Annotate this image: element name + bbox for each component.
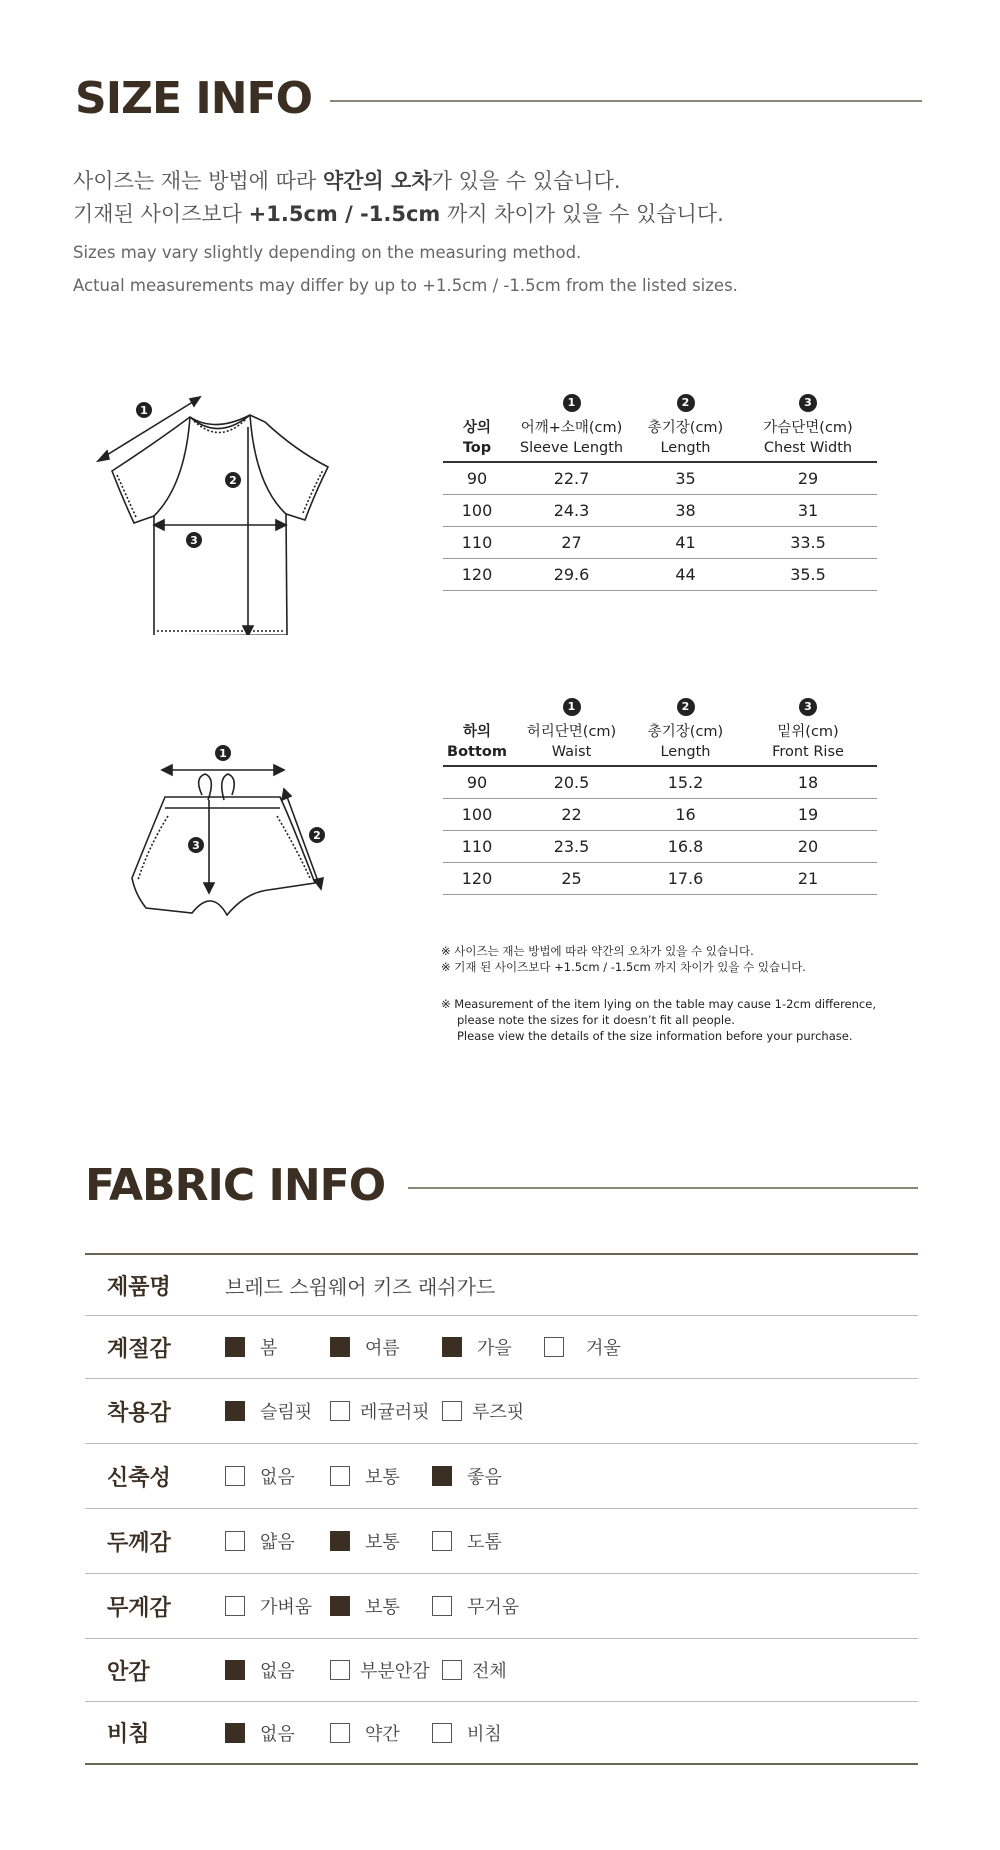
checkbox-checked-icon [225, 1723, 245, 1743]
option-full-lining [442, 1657, 507, 1683]
option-label: 좋음 [467, 1467, 502, 1488]
option-label: 없음 [260, 1661, 295, 1682]
note-en-2: please note the sizes for it doesn’t fit all people. [457, 1013, 735, 1027]
fabric-row-label: 안감 [107, 1659, 150, 1685]
table-cell: 38 [675, 501, 696, 520]
svg-text:1: 1 [219, 747, 227, 760]
option-heavy [432, 1593, 519, 1619]
table-cell: 24.3 [553, 501, 590, 520]
table-cell: 33.5 [790, 533, 826, 552]
option-thin [225, 1528, 330, 1554]
size-note-en-1: Sizes may vary slightly depending on the measuring method. [73, 243, 582, 262]
fabric-info-title: FABRIC INFO [85, 1160, 386, 1211]
table-cell: 90 [466, 469, 488, 488]
size-note-kr-2-post: 까지 차이가 있을 수 있습니다. [440, 202, 724, 226]
size-note-kr-2-bold: +1.5cm / -1.5cm [248, 202, 441, 226]
size-note-kr-1 [73, 165, 621, 195]
table-cell: 22.7 [553, 469, 590, 488]
top-table-markers [443, 389, 877, 415]
option-winter [544, 1334, 621, 1360]
option-autumn [442, 1334, 544, 1360]
table-cell: 20.5 [553, 773, 590, 792]
marker-1-icon: 1 [563, 698, 581, 716]
size-note-kr-1-post: 가 있을 수 있습니다. [431, 169, 621, 193]
svg-text:1: 1 [140, 404, 148, 417]
size-notes [441, 943, 876, 1044]
option-thick [432, 1528, 502, 1554]
bottom-garment-illustration [120, 738, 340, 928]
table-cell: 20 [797, 837, 819, 856]
option-label: 없음 [260, 1723, 295, 1745]
option-none [225, 1720, 330, 1746]
size-info-title: SIZE INFO [75, 73, 312, 124]
fabric-row-weight [85, 1574, 918, 1639]
option-normal [330, 1593, 432, 1619]
table-row [443, 831, 877, 863]
table-row [443, 463, 877, 495]
size-note-kr-2 [73, 198, 724, 228]
table-cell: 31 [797, 501, 819, 520]
fabric-row-season [85, 1316, 918, 1379]
table-cell: 120 [461, 565, 493, 584]
option-label: 보통 [365, 1467, 400, 1488]
header-cell: Length [660, 744, 711, 760]
marker-1-icon: 1 [563, 394, 581, 412]
option-label: 전체 [472, 1661, 507, 1682]
svg-text:2: 2 [229, 474, 237, 487]
marker-2-icon: 2 [677, 698, 695, 716]
fabric-row-stretch [85, 1444, 918, 1509]
svg-text:3: 3 [192, 839, 200, 852]
fabric-row-label: 비침 [107, 1722, 150, 1747]
header-cell: Length [660, 440, 711, 456]
svg-text:3: 3 [190, 534, 198, 547]
option-none [225, 1657, 330, 1683]
checkbox-empty-icon [330, 1723, 350, 1743]
table-cell: 16.8 [667, 837, 704, 856]
option-label: 겨울 [586, 1338, 621, 1359]
header-cell: 하의 [462, 724, 491, 740]
checkbox-checked-icon [225, 1337, 245, 1357]
header-cell: Waist [551, 744, 592, 760]
table-cell: 25 [561, 869, 582, 888]
header-cell: 총기장(cm) [647, 724, 724, 740]
header-cell: Bottom [447, 744, 507, 760]
checkbox-empty-icon [330, 1466, 350, 1486]
checkbox-checked-icon [225, 1401, 245, 1421]
table-cell: 41 [675, 533, 696, 552]
table-cell: 22 [561, 805, 582, 824]
fabric-row-label: 계절감 [107, 1336, 171, 1362]
option-sheer [432, 1720, 502, 1746]
size-note-kr-1-bold: 약간의 오차 [322, 169, 432, 193]
option-label: 없음 [260, 1467, 295, 1488]
fabric-row-lining [85, 1639, 918, 1702]
product-name: 브레드 스윔웨어 키즈 래쉬가드 [225, 1274, 496, 1299]
checkbox-empty-icon [432, 1531, 452, 1551]
option-normal [330, 1528, 432, 1554]
svg-text:2: 2 [313, 829, 321, 842]
checkbox-checked-icon [330, 1531, 350, 1551]
checkbox-empty-icon [330, 1401, 350, 1421]
option-label: 루즈핏 [472, 1402, 525, 1423]
table-cell: 17.6 [667, 869, 704, 888]
fabric-row-label: 무게감 [107, 1595, 171, 1621]
fabric-row-label: 두께감 [107, 1530, 171, 1556]
checkbox-checked-icon [225, 1660, 245, 1680]
table-row [443, 799, 877, 831]
checkbox-checked-icon [432, 1466, 452, 1486]
table-cell: 16 [675, 805, 696, 824]
checkbox-checked-icon [330, 1596, 350, 1616]
option-none [225, 1463, 330, 1489]
table-cell: 110 [461, 533, 493, 552]
header-cell: Sleeve Length [519, 440, 624, 456]
fabric-row-label: 제품명 [107, 1274, 171, 1300]
header-cell: 상의 [462, 420, 491, 436]
table-cell: 21 [797, 869, 819, 888]
checkbox-empty-icon [330, 1660, 350, 1680]
table-cell: 23.5 [553, 837, 590, 856]
table-row [443, 527, 877, 559]
checkbox-empty-icon [442, 1660, 462, 1680]
top-size-table [443, 389, 877, 591]
option-label: 레귤러핏 [360, 1402, 430, 1423]
option-label: 가을 [477, 1338, 512, 1359]
fabric-info-table [85, 1253, 918, 1765]
table-cell: 15.2 [667, 773, 704, 792]
option-light [225, 1593, 330, 1619]
bottom-table-markers [443, 693, 877, 719]
table-cell: 35 [675, 469, 696, 488]
option-label: 무거움 [467, 1597, 520, 1618]
top-table-header [443, 415, 877, 463]
table-cell: 19 [797, 805, 819, 824]
fabric-row-fit [85, 1379, 918, 1444]
note-kr-1: ※ 사이즈는 재는 방법에 따라 약간의 오차가 있을 수 있습니다. [441, 944, 754, 958]
fabric-row-product [85, 1255, 918, 1316]
table-row [443, 559, 877, 591]
header-cell: 밑위(cm) [777, 724, 839, 740]
bottom-size-table [443, 693, 877, 895]
table-cell: 29 [797, 469, 819, 488]
header-cell: Top [462, 440, 492, 456]
option-label: 봄 [260, 1338, 278, 1359]
size-info-divider [330, 100, 922, 102]
table-cell: 18 [797, 773, 819, 792]
table-cell: 100 [461, 501, 493, 520]
table-cell: 100 [461, 805, 493, 824]
header-cell: 어깨+소매(cm) [520, 420, 623, 436]
fabric-row-label: 착용감 [107, 1400, 171, 1426]
option-label: 보통 [365, 1532, 400, 1553]
note-kr-2: ※ 기재 된 사이즈보다 +1.5cm / -1.5cm 까지 차이가 있을 수 있습니다. [441, 960, 806, 974]
option-normal [330, 1463, 432, 1489]
checkbox-empty-icon [225, 1466, 245, 1486]
option-summer [330, 1334, 442, 1360]
fabric-row-label: 신축성 [107, 1465, 171, 1491]
fabric-row-sheerness [85, 1702, 918, 1763]
option-regular-fit [330, 1398, 442, 1424]
table-cell: 29.6 [553, 565, 590, 584]
header-cell: 가슴단면(cm) [763, 420, 853, 436]
table-cell: 90 [466, 773, 488, 792]
table-cell: 120 [461, 869, 493, 888]
option-label: 가벼움 [260, 1597, 313, 1618]
option-slight [330, 1720, 432, 1746]
option-spring [225, 1334, 330, 1360]
checkbox-empty-icon [544, 1337, 564, 1357]
option-label: 부분안감 [360, 1661, 430, 1682]
size-note-kr-2-pre: 기재된 사이즈보다 [73, 202, 249, 226]
checkbox-empty-icon [225, 1596, 245, 1616]
note-en-3: Please view the details of the size information before your purchase. [457, 1029, 853, 1043]
option-loose-fit [442, 1398, 524, 1424]
option-label: 비침 [467, 1723, 502, 1745]
option-label: 보통 [365, 1597, 400, 1618]
table-cell: 44 [675, 565, 696, 584]
fabric-row-thickness [85, 1509, 918, 1574]
checkbox-checked-icon [330, 1337, 350, 1357]
option-label: 슬림핏 [260, 1402, 313, 1423]
table-row [443, 495, 877, 527]
marker-2-icon: 2 [677, 394, 695, 412]
table-row [443, 863, 877, 895]
checkbox-empty-icon [432, 1596, 452, 1616]
table-cell: 110 [461, 837, 493, 856]
table-row [443, 767, 877, 799]
header-cell: Chest Width [763, 440, 853, 456]
checkbox-empty-icon [432, 1723, 452, 1743]
option-slim-fit [225, 1398, 330, 1424]
option-label: 얇음 [260, 1532, 295, 1553]
fabric-info-divider [408, 1187, 918, 1189]
table-cell: 35.5 [790, 565, 826, 584]
top-garment-illustration [90, 385, 340, 635]
checkbox-checked-icon [442, 1337, 462, 1357]
option-label: 약간 [365, 1723, 400, 1745]
bottom-table-header [443, 719, 877, 767]
marker-3-icon: 3 [799, 394, 817, 412]
option-partial-lining [330, 1657, 442, 1683]
size-note-en-2: Actual measurements may differ by up to +1.5cm / -1.5cm from the listed sizes. [73, 276, 738, 295]
header-cell: 총기장(cm) [647, 420, 724, 436]
checkbox-empty-icon [225, 1531, 245, 1551]
marker-3-icon: 3 [799, 698, 817, 716]
header-cell: 허리단면(cm) [526, 724, 617, 740]
size-note-kr-1-pre: 사이즈는 재는 방법에 따라 [73, 169, 323, 193]
header-cell: Front Rise [772, 744, 844, 760]
note-en-1: ※ Measurement of the item lying on the table may cause 1-2cm difference, [441, 997, 876, 1011]
table-cell: 27 [561, 533, 582, 552]
checkbox-empty-icon [442, 1401, 462, 1421]
option-label: 도톰 [467, 1532, 502, 1553]
option-label: 여름 [365, 1338, 400, 1359]
option-good [432, 1463, 502, 1489]
